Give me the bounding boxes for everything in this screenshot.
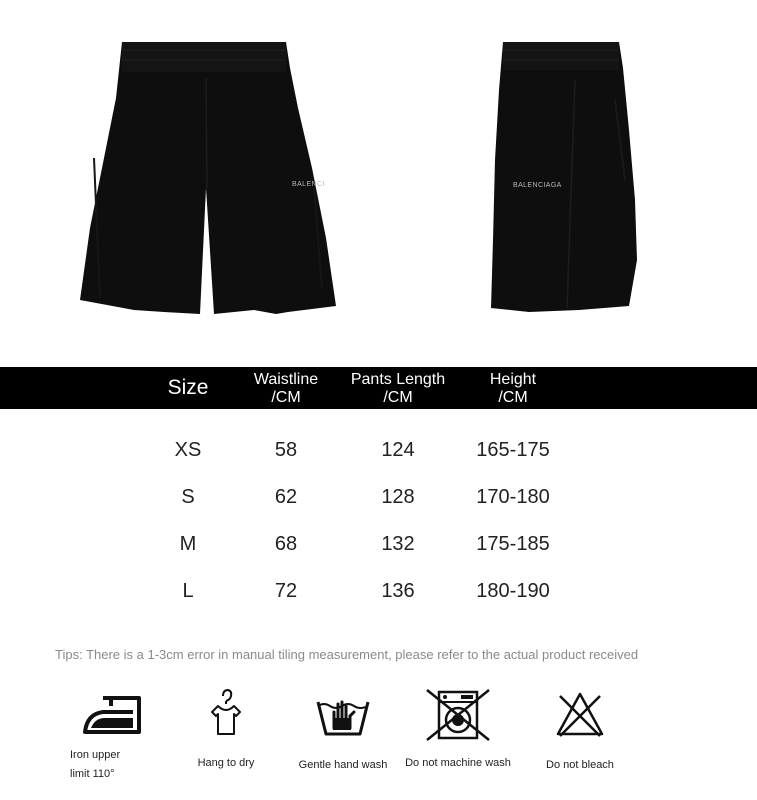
hand-wash-icon xyxy=(314,690,372,740)
product-photos xyxy=(0,0,757,362)
cell-pants-length: 136 xyxy=(381,580,415,602)
care-instructions xyxy=(0,688,757,800)
table-row xyxy=(0,529,757,559)
care-label-iron-line1: Iron upper xyxy=(70,749,121,761)
cell-waistline: 58 xyxy=(274,439,298,461)
cell-pants-length: 132 xyxy=(381,533,415,555)
header-pants-length-label: Pants Length xyxy=(350,371,446,388)
care-label-no-bleach: Do not bleach xyxy=(546,759,614,771)
header-waistline-label: Waistline xyxy=(253,371,319,388)
header-size: Size xyxy=(167,376,209,399)
cell-height: 170-180 xyxy=(476,486,550,508)
care-item-no-machine-wash xyxy=(398,688,518,773)
cell-pants-length: 128 xyxy=(381,486,415,508)
header-height-unit: /CM xyxy=(498,389,528,406)
cell-size: XS xyxy=(174,439,202,461)
header-pants-length-unit: /CM xyxy=(383,389,413,406)
care-label-hang: Hang to dry xyxy=(197,757,255,769)
care-label-no-machine-wash: Do not machine wash xyxy=(405,757,511,769)
no-bleach-icon xyxy=(554,690,606,738)
shorts-front-photo xyxy=(74,38,338,320)
no-machine-wash-icon xyxy=(425,688,491,742)
header-height xyxy=(453,371,573,407)
cell-height: 165-175 xyxy=(476,439,550,461)
care-item-hang xyxy=(186,688,266,773)
size-table-header xyxy=(0,367,757,409)
table-row xyxy=(0,576,757,606)
cell-waistline: 72 xyxy=(274,580,298,602)
cell-waistline: 68 xyxy=(274,533,298,555)
care-label-iron-line2: limit 110° xyxy=(70,768,115,780)
cell-pants-length: 124 xyxy=(381,439,415,461)
header-waistline-unit: /CM xyxy=(271,389,301,406)
table-row xyxy=(0,482,757,512)
care-item-iron xyxy=(70,692,154,784)
table-row xyxy=(0,435,757,465)
header-pants-length xyxy=(348,371,448,407)
shorts-side-photo xyxy=(489,40,639,315)
iron-icon xyxy=(81,692,143,738)
cell-size: S xyxy=(181,486,195,508)
cell-size: M xyxy=(179,533,197,555)
care-label-hand-wash: Gentle hand wash xyxy=(298,759,388,771)
brand-logo-side: BALENCIAGA xyxy=(513,182,562,189)
care-item-no-bleach xyxy=(530,690,630,775)
cell-size: L xyxy=(182,580,194,602)
header-waistline xyxy=(236,371,336,407)
cell-height: 175-185 xyxy=(476,533,550,555)
hang-dry-icon xyxy=(204,688,248,740)
measurement-tips: Tips: There is a 1-3cm error in manual tiling measurement, please refer to the actual product received xyxy=(55,647,639,662)
care-item-hand-wash xyxy=(290,690,396,775)
brand-logo-front: BALENCI xyxy=(292,181,325,188)
cell-height: 180-190 xyxy=(476,580,550,602)
cell-waistline: 62 xyxy=(274,486,298,508)
header-height-label: Height xyxy=(489,371,537,388)
